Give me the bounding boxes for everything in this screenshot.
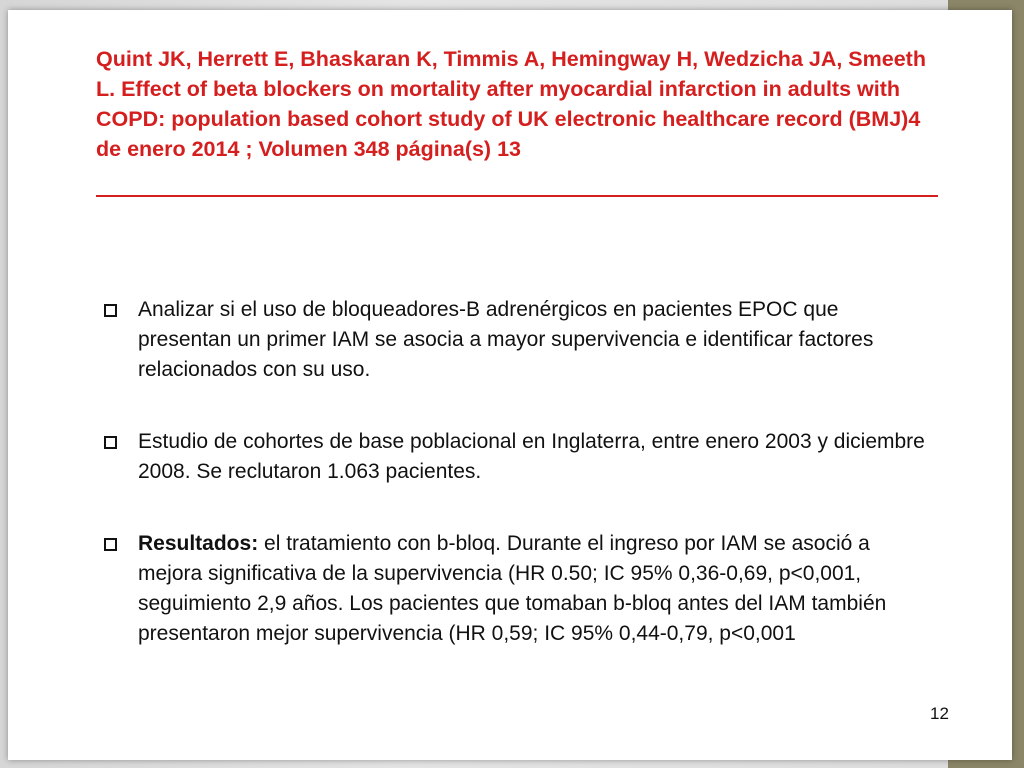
bullet-text: Estudio de cohortes de base poblacional en Inglaterra, entre enero 2003 y diciembre 2008. Se reclutaron 1.063 pacientes. bbox=[138, 430, 925, 483]
bullet-lead: Resultados: bbox=[138, 532, 259, 555]
title-underline bbox=[96, 195, 938, 197]
square-outline-icon bbox=[104, 304, 117, 317]
bullet-item-design bbox=[104, 427, 934, 487]
bullet-text: Analizar si el uso de bloqueadores-B adrenérgicos en pacientes EPOC que presentan un primer IAM se asocia a mayor supervivencia e identificar factores relacionados con su uso. bbox=[138, 298, 874, 381]
bullet-item-results bbox=[104, 529, 934, 649]
bullet-list bbox=[104, 295, 934, 649]
bullet-text: el tratamiento con b-bloq. Durante el ingreso por IAM se asoció a mejora significativa de la supervivencia (HR 0.50; IC 95% 0,36-0,69, p<0,001, seguimiento 2,9 años. Los pacientes que tomaban b-bloq antes del IAM también presentaron mejor supervivencia (HR 0,59; IC 95% 0,44-0,79, p<0,001 bbox=[138, 532, 887, 645]
slide-title: Quint JK, Herrett E, Bhaskaran K, Timmis A, Hemingway H, Wedzicha JA, Smeeth L. Effect of beta blockers on mortality after myocardial infarction in adults with COPD: population based cohort study of UK electronic healthcare record (BMJ)4 de enero 2014 ; Volumen 348 página(s) 13 bbox=[96, 47, 926, 161]
slide-number: 12 bbox=[930, 704, 949, 723]
bullet-item-objective bbox=[104, 295, 934, 385]
slide bbox=[8, 10, 1012, 760]
square-outline-icon bbox=[104, 436, 117, 449]
square-outline-icon bbox=[104, 538, 117, 551]
